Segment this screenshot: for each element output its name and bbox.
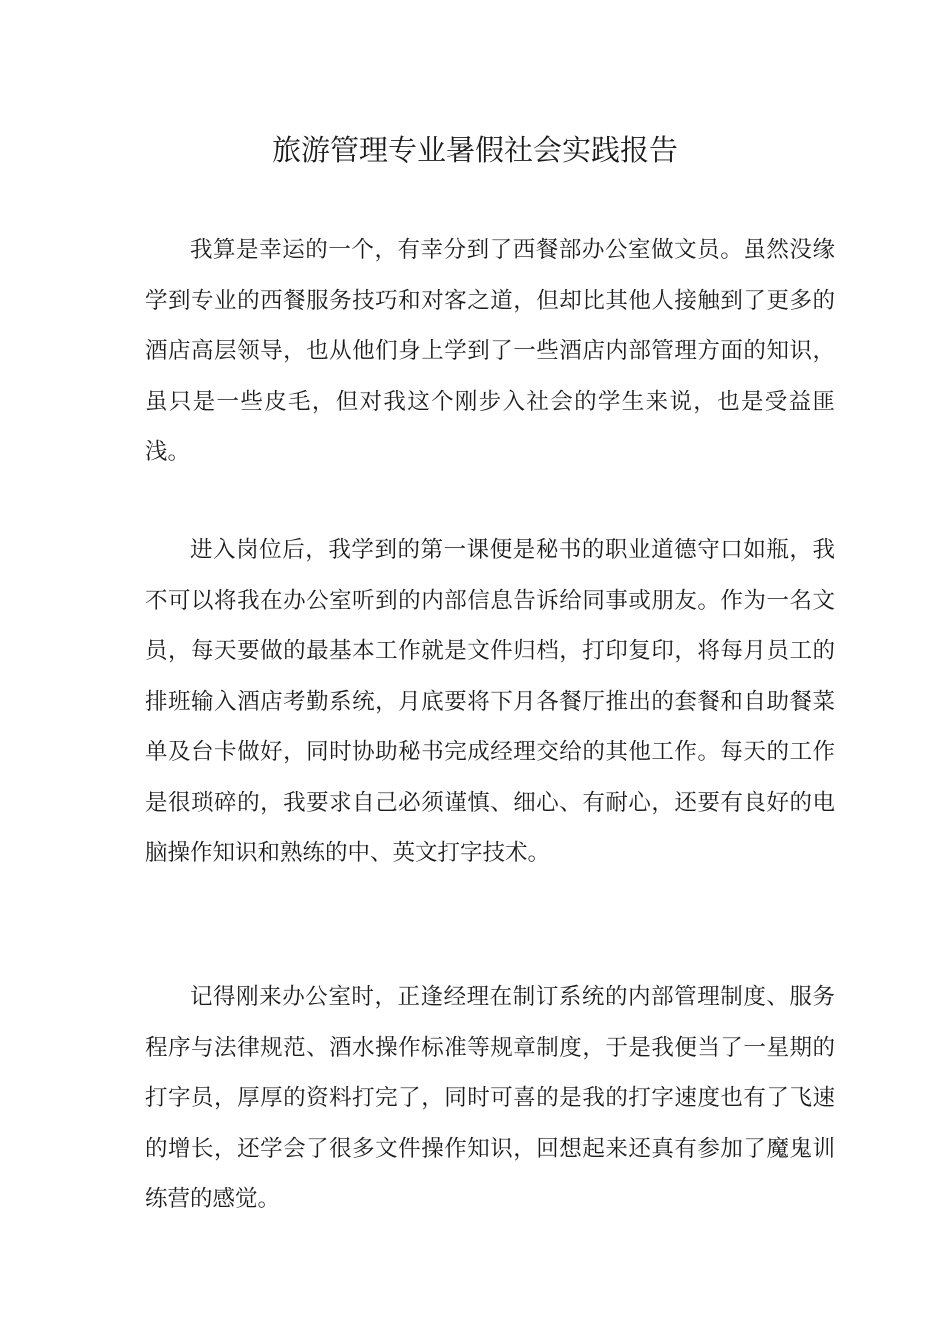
paragraph-3: 记得刚来办公室时，正逢经理在制订系统的内部管理制度、服务程序与法律规范、酒水操作标准等规章制度，于是我便当了一星期的打字员，厚厚的资料打完了，同时可喜的是我的打字速度也有了飞速的增长，还学会了很多文件操作知识，回想起来还真有参加了魔鬼训练营的感觉。 [145, 984, 835, 1212]
paragraph-2: 进入岗位后，我学到的第一课便是秘书的职业道德守口如瓶，我不可以将我在办公室听到的内部信息告诉给同事或朋友。作为一名文员，每天要做的最基本工作就是文件归档，打印复印，将每月员工的排班输入酒店考勤系统，月底要将下月各餐厅推出的套餐和自助餐菜单及台卡做好，同时协助秘书完成经理交给的其他工作。每天的工作是很琐碎的，我要求自己必须谨慎、细心、有耐心，还要有良好的电脑操作知识和熟练的中、英文打字技术。 [145, 537, 835, 866]
document-title: 旅游管理专业暑假社会实践报告 [271, 133, 678, 167]
paragraph-1: 我算是幸运的一个，有幸分到了西餐部办公室做文员。虽然没缘学到专业的西餐服务技巧和对客之道，但却比其他人接触到了更多的酒店高层领导，也从他们身上学到了一些酒店内部管理方面的知识，虽只是一些皮毛，但对我这个刚步入社会的学生来说，也是受益匪浅。 [145, 237, 835, 465]
